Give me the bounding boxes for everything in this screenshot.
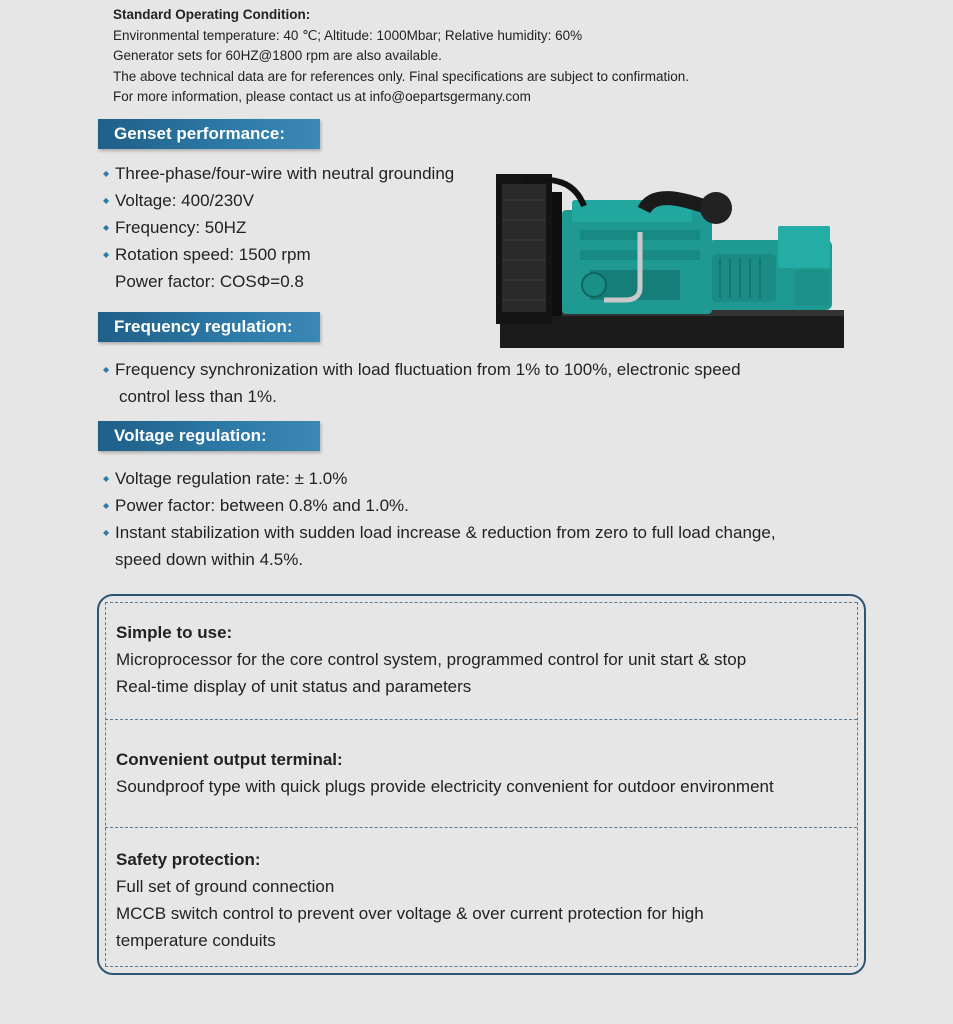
standard-line: The above technical data are for references only. Final specifications are subject to confirmation. (113, 68, 690, 84)
standard-line: Environmental temperature: 40 ℃; Altitude: 1000Mbar; Relative humidity: 60% (113, 27, 583, 43)
feature-title: Convenient output terminal: (116, 750, 343, 769)
genset-performance-list (103, 160, 454, 295)
frequency-regulation-list (103, 356, 741, 410)
generator-set-image (494, 170, 850, 352)
divider (105, 602, 106, 966)
list-item: ◆ Three-phase/four-wire with neutral grounding (103, 160, 454, 187)
feature-title: Safety protection: (116, 850, 261, 869)
divider (857, 602, 858, 966)
list-item: ◆ Power factor: between 0.8% and 1.0%. (103, 492, 776, 519)
voltage-regulation-header: Voltage regulation: (98, 421, 320, 451)
genset-performance-header: Genset performance: (98, 119, 320, 149)
feature-line: Microprocessor for the core control system, programmed control for unit start & stop (116, 650, 747, 669)
feature-line: temperature conduits (116, 931, 276, 950)
frequency-regulation-header: Frequency regulation: (98, 312, 320, 342)
voltage-regulation-list (103, 465, 776, 573)
divider (105, 602, 857, 603)
feature-line: Soundproof type with quick plugs provide electricity convenient for outdoor environment (116, 777, 774, 796)
divider (105, 827, 857, 828)
standard-line: Generator sets for 60HZ@1800 rpm are also available. (113, 48, 442, 64)
list-item: ◆ Instant stabilization with sudden load increase & reduction from zero to full load change, (103, 519, 776, 546)
feature-convenient-output-terminal (116, 746, 774, 800)
standard-operating-condition (113, 5, 689, 108)
standard-line: For more information, please contact us at info@oepartsgermany.com (113, 89, 531, 105)
feature-simple-to-use (116, 619, 746, 700)
list-item: ◆ Rotation speed: 1500 rpm (103, 241, 454, 268)
feature-safety-protection (116, 846, 704, 954)
list-item: ◆ Frequency: 50HZ (103, 214, 454, 241)
list-item: ◆ Voltage regulation rate: ± 1.0% (103, 465, 776, 492)
list-item: speed down within 4.5%. (115, 550, 304, 569)
divider (105, 719, 857, 720)
list-item: ◆ Voltage: 400/230V (103, 187, 454, 214)
feature-line: Full set of ground connection (116, 877, 335, 896)
list-item: ◆ Frequency synchronization with load fluctuation from 1% to 100%, electronic speed (103, 356, 741, 383)
divider (105, 966, 857, 967)
feature-line: MCCB switch control to prevent over voltage & over current protection for high (116, 904, 704, 923)
feature-line: Real-time display of unit status and parameters (116, 677, 472, 696)
list-item: control less than 1%. (119, 387, 277, 406)
list-item: Power factor: COSΦ=0.8 (115, 272, 304, 291)
standard-title: Standard Operating Condition: (113, 7, 311, 22)
feature-title: Simple to use: (116, 623, 233, 642)
